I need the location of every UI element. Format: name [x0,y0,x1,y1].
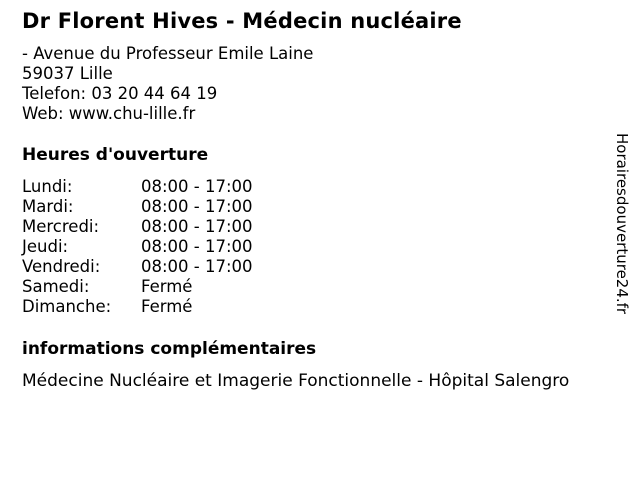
phone-line: Telefon: 03 20 44 64 19 [22,84,218,103]
day-label: Lundi: [22,177,73,196]
day-label: Vendredi: [22,257,101,276]
address-line-2: 59037 Lille [22,64,113,83]
day-label: Dimanche: [22,297,112,316]
additional-info-heading: informations complémentaires [22,339,317,359]
hours-value: 08:00 - 17:00 [141,257,253,276]
hours-value: 08:00 - 17:00 [141,217,253,236]
hours-value: Fermé [141,297,193,316]
opening-hours-heading: Heures d'ouverture [22,145,209,165]
table-row [22,237,594,257]
site-watermark: Horairesdouverture24.fr [613,133,631,315]
address-line-1: - Avenue du Professeur Emile Laine [22,44,314,63]
table-row [22,277,594,297]
additional-info-text: Médecine Nucléaire et Imagerie Fonctionnelle - Hôpital Salengro [22,371,570,391]
hours-value: 08:00 - 17:00 [141,177,253,196]
table-row [22,257,594,277]
main-content [22,0,594,392]
opening-hours-table [22,177,594,317]
table-row [22,197,594,217]
contact-block [22,44,594,124]
table-row [22,177,594,197]
hours-value: 08:00 - 17:00 [141,237,253,256]
day-label: Mercredi: [22,217,100,236]
page-title: Dr Florent Hives - Médecin nucléaire [22,9,462,33]
website-line: Web: www.chu-lille.fr [22,104,196,123]
table-row [22,217,594,237]
hours-value: Fermé [141,277,193,296]
table-row [22,297,594,317]
day-label: Jeudi: [22,237,69,256]
hours-value: 08:00 - 17:00 [141,197,253,216]
day-label: Mardi: [22,197,74,216]
day-label: Samedi: [22,277,90,296]
